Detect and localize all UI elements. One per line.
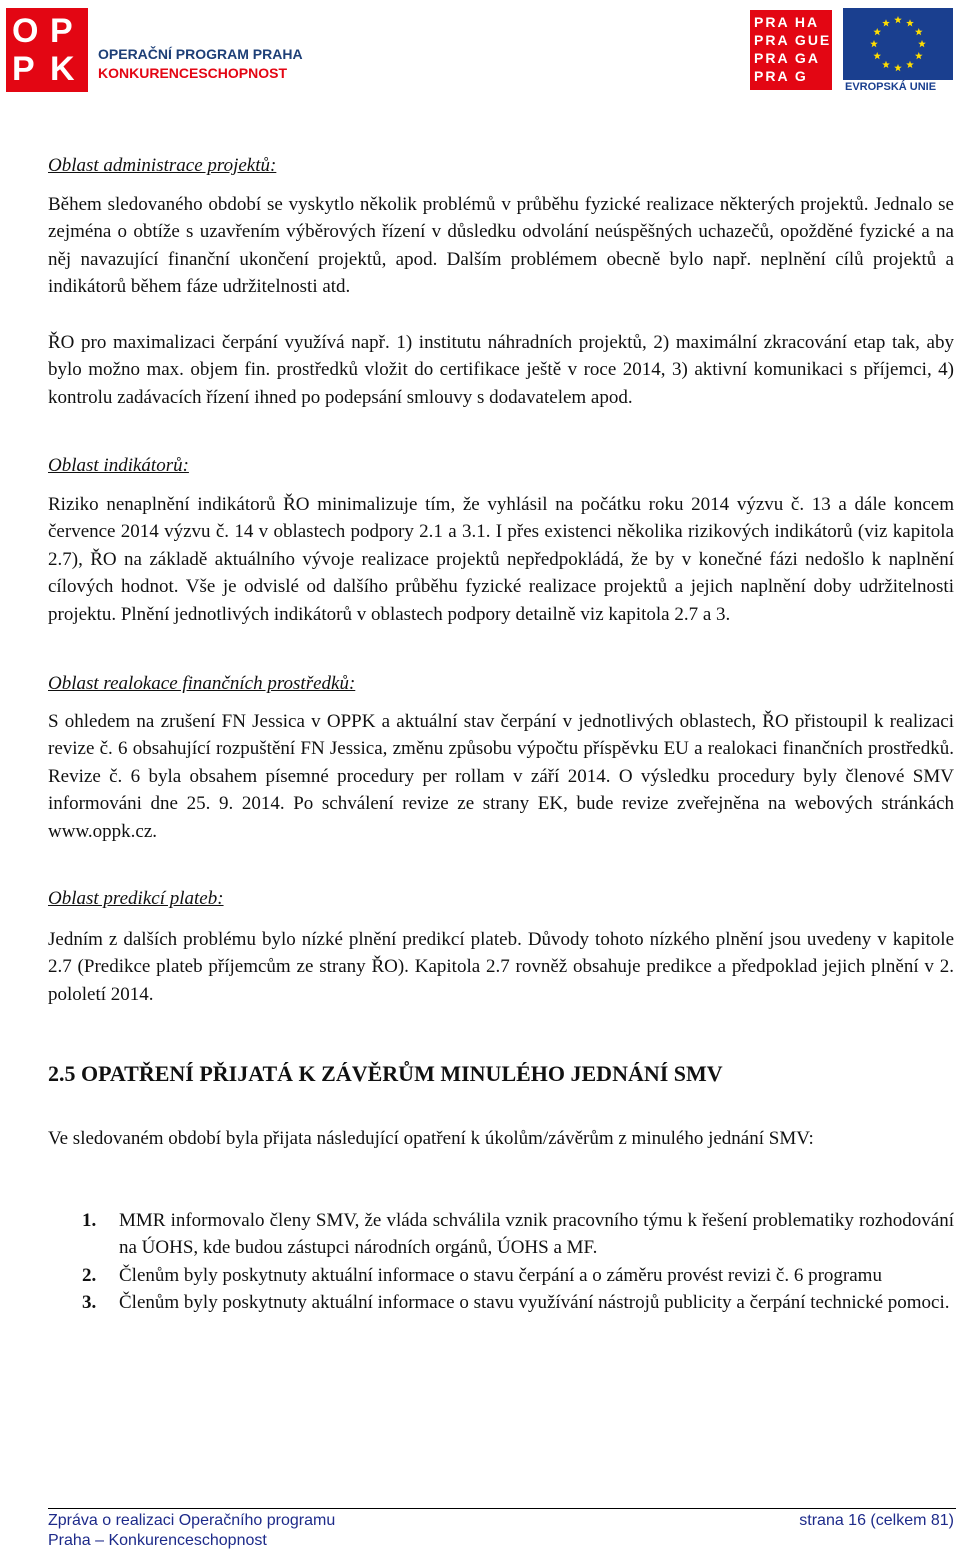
logo-letter-k: K bbox=[50, 50, 75, 88]
paragraph-admin-measures: ŘO pro maximalizaci čerpání využívá např. 1) institutu náhradních projektů, 2) maximální zkracování etap tak, aby bylo možno max. objem fin. prostředků vložit do certifikace ještě v roce 2014, 3) aktivní komunikaci s příjemci, 4) kontrolu zadávacích řízení ihned po podepsání smlouvy s dodavatelem apod. bbox=[48, 332, 954, 408]
list-item-text: Členům byly poskytnuty aktuální informace o stavu čerpání a o záměru provést revizi č. 6 programu bbox=[119, 1264, 882, 1286]
eu-star-icon bbox=[882, 19, 890, 26]
eu-stars-icon bbox=[843, 8, 953, 80]
footer-report-title-line1: Zpráva o realizaci Operačního programu bbox=[48, 1512, 336, 1529]
list-item-number: 2. bbox=[82, 1264, 97, 1286]
oppk-logo-subtitle: KONKURENCESCHOPNOST bbox=[98, 65, 288, 81]
eu-star-icon bbox=[873, 28, 881, 35]
list-item-number: 3. bbox=[82, 1292, 97, 1314]
list-item bbox=[48, 1289, 954, 1316]
eu-flag-icon bbox=[843, 8, 953, 80]
paragraph-admin: Během sledovaného období se vyskytlo několik problémů v průběhu fyzické realizace některých projektů. Jednalo se zejména o obtíže s uzavřením výběrových řízení v důsledku odvolání neúspěšných uchazečů, opožděné fyzické a na něj navazující finanční ukončení projektů, apod. Dalším problémem obecně bylo např. neplnění cílů projektů a indikátorů během fáze udržitelnosti atd. bbox=[48, 194, 954, 298]
chapter-intro: Ve sledovaném období byla přijata následující opatření k úkolům/závěrům z minulého jednání SMV: bbox=[48, 1128, 814, 1149]
list-item bbox=[48, 1207, 954, 1262]
paragraph-payments: Jedním z dalších problému bylo nízké plnění predikcí plateb. Důvody tohoto nízkého plnění jsou uvedeny v kapitole 2.7 (Predikce plateb příjemcům ze strany ŘO). Kapitola 2.7 rovněž obsahuje predikce a předpoklad jejich plnění v 2. pololetí 2014. bbox=[48, 929, 954, 1005]
eu-star-icon bbox=[906, 61, 914, 68]
eu-star-icon bbox=[906, 19, 914, 26]
chapter-heading: 2.5 OPATŘENÍ PŘIJATÁ K ZÁVĚRŮM MINULÉHO JEDNÁNÍ SMV bbox=[48, 1061, 723, 1086]
prague-logo-row: PRA G bbox=[754, 68, 808, 84]
eu-star-icon bbox=[894, 64, 902, 71]
eu-star-icon bbox=[918, 40, 926, 47]
prague-logo-row: PRA GA bbox=[754, 50, 820, 66]
eu-star-icon bbox=[873, 52, 881, 59]
section-heading-indicators: Oblast indikátorů: bbox=[48, 455, 189, 476]
list-item-text: MMR informovalo členy SMV, že vláda schválila vznik pracovního týmu k řešení problematiky rozhodování na ÚOHS, kde budou zástupci národních orgánů, ÚOHS a MF. bbox=[119, 1210, 954, 1259]
eu-star-icon bbox=[915, 52, 923, 59]
footer-page-number: strana 16 (celkem 81) bbox=[799, 1512, 954, 1529]
oppk-logo-title: OPERAČNÍ PROGRAM PRAHA bbox=[98, 46, 303, 62]
logo-letter-p1: P bbox=[50, 12, 73, 50]
footer-report-title-line2: Praha – Konkurenceschopnost bbox=[48, 1532, 267, 1549]
eu-logo bbox=[843, 8, 953, 94]
list-item-number: 1. bbox=[82, 1210, 97, 1231]
footer-report-title bbox=[48, 1511, 335, 1551]
oppk-logo-mark bbox=[6, 8, 88, 92]
eu-logo-label: EVROPSKÁ UNIE bbox=[845, 81, 937, 93]
logo-letter-o: O bbox=[12, 12, 39, 50]
eu-star-icon bbox=[870, 40, 878, 47]
eu-star-icon bbox=[882, 61, 890, 68]
eu-star-icon bbox=[894, 16, 902, 23]
eu-star-icon bbox=[915, 28, 923, 35]
paragraph-indicators: Riziko nenaplnění indikátorů ŘO minimalizuje tím, že vyhlásil na počátku roku 2014 výzvu č. 13 a dále koncem července 2014 výzvu č. 14 v oblastech podpory 2.1 a 3.1. I přes existenci několika rizikových indikátorů (viz kapitola 2.7), ŘO na základě aktuálního vývoje realizace projektů nepředpokládá, že by v konečné fázi nedošlo k naplnění cílových hodnot. Vše je odvislé od dalšího průběhu fyzické realizace projektů a jejich naplnění doby udržitelnosti projektu. Plnění jednotlivých indikátorů v oblastech podpory detailně viz kapitola 2.7 a 3. bbox=[48, 494, 954, 625]
prague-logo-row: PRA GUE bbox=[754, 32, 832, 48]
list-item-text: Členům byly poskytnuty aktuální informace o stavu využívání nástrojů publicity a čerpání technické pomoci. bbox=[119, 1292, 950, 1314]
prague-logo bbox=[750, 10, 832, 90]
list-item bbox=[48, 1262, 954, 1289]
section-heading-payments: Oblast predikcí plateb: bbox=[48, 888, 224, 909]
paragraph-reallocation: S ohledem na zrušení FN Jessica v OPPK a aktuální stav čerpání v jednotlivých oblastech, ŘO přistoupil k realizaci revize č. 6 obsahující rozpuštění FN Jessica, změnu způsobu výpočtu příspěvku EU a realokaci finančních prostředků. Revize č. 6 byla obsahem písemné procedury per rollam v září 2014. O výsledku procedury byly členové SMV informováni dne 25. 9. 2014. Po schválení revize ze strany EK, bude revize zveřejněna na webových stránkách www.oppk.cz. bbox=[48, 711, 954, 842]
section-heading-admin: Oblast administrace projektů: bbox=[48, 155, 277, 176]
measures-list bbox=[48, 1207, 954, 1317]
footer-divider bbox=[48, 1508, 956, 1509]
logo-letter-p2: P bbox=[12, 50, 35, 88]
section-heading-reallocation: Oblast realokace finančních prostředků: bbox=[48, 673, 356, 694]
prague-logo-row: PRA HA bbox=[754, 14, 820, 30]
oppk-logo bbox=[6, 8, 306, 92]
